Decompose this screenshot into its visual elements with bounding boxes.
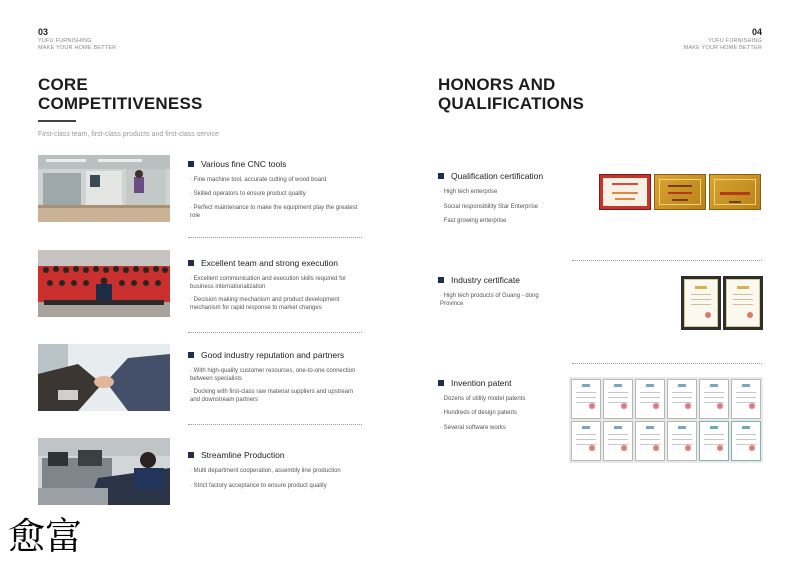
section-divider — [188, 237, 362, 238]
handshake-photo — [38, 344, 170, 411]
cnc-factory-photo — [38, 155, 170, 222]
page-number: 04 — [751, 27, 762, 37]
section-heading-text: Good industry reputation and partners — [201, 350, 345, 360]
section-team-heading — [188, 258, 338, 268]
bullet-item: · Perfect maintenance to make the equipment play the greatest role — [190, 205, 360, 220]
section-heading-text: Various fine CNC tools — [201, 159, 287, 169]
honor-certificate-gold — [709, 174, 761, 210]
patent-certificates-grid — [569, 377, 763, 463]
page-number: 03 — [38, 27, 49, 37]
patent-certificate — [635, 421, 665, 461]
industry-certificate-frame — [681, 276, 721, 330]
section-heading-text: Industry certificate — [451, 275, 520, 285]
bullet-item: · Multi department cooperation, assembly line production — [190, 468, 360, 476]
section-marker-icon — [188, 161, 194, 167]
section-marker-icon — [188, 352, 194, 358]
section-cnc-tools-heading — [188, 159, 286, 169]
patent-certificate — [667, 379, 697, 419]
section-heading-text: Streamline Production — [201, 450, 285, 460]
patent-certificate — [635, 379, 665, 419]
company-logo-text: 愈富 — [8, 515, 82, 558]
brand-slogan: MAKE YOUR HOME BETTER — [683, 45, 762, 51]
section-divider — [188, 424, 362, 425]
bullet-item: · Docking with first-class raw material suppliers and upstream and downstream partners — [190, 389, 360, 404]
bullet-item: · Fast growing enterprise — [440, 218, 560, 226]
section-divider — [188, 332, 362, 333]
section-marker-icon — [438, 277, 444, 283]
page-title — [38, 75, 278, 113]
page-title-line-1: CORE — [38, 75, 88, 94]
honor-certificate-gold — [654, 174, 706, 210]
patent-certificate — [699, 421, 729, 461]
section-marker-icon — [438, 380, 444, 386]
section-streamline-heading — [188, 450, 285, 460]
section-reputation-heading — [188, 350, 344, 360]
patent-certificate — [667, 421, 697, 461]
page-title-line-2: COMPETITIVENESS — [38, 94, 203, 113]
patent-certificate — [603, 379, 633, 419]
section-patent-heading — [438, 378, 512, 388]
patent-certificate — [571, 421, 601, 461]
industry-certificate-frame — [723, 276, 763, 330]
section-qualification-heading — [438, 171, 543, 181]
patent-certificate — [699, 379, 729, 419]
section-marker-icon — [188, 260, 194, 266]
bullet-item: · High tech enterprise — [440, 189, 560, 197]
bullet-item: · Fine machine tool, accurate cutting of wood board — [190, 177, 360, 185]
patent-certificate — [571, 379, 601, 419]
bullet-item: · Excellent communication and execution skills required for business internationalization — [190, 276, 360, 291]
page-title — [438, 75, 678, 113]
bullet-item: · Social responsibility Star Enterprise — [440, 204, 560, 212]
bullet-item: · Skilled operators to ensure product quality — [190, 191, 360, 199]
bullet-item: · Several software works — [440, 425, 560, 433]
section-heading-text: Excellent team and strong execution — [201, 258, 339, 268]
section-industry-heading — [438, 275, 520, 285]
brand-name: YUFU FURNISHING — [708, 38, 762, 44]
page-title-line-2: QUALIFICATIONS — [438, 94, 585, 113]
page-title-line-1: HONORS AND — [438, 75, 556, 94]
brand-slogan: MAKE YOUR HOME BETTER — [38, 45, 117, 51]
title-underline — [38, 120, 76, 122]
team-photo — [38, 250, 170, 317]
bullet-item: · With high-quality customer resources, one-to-one connection between specialists — [190, 368, 360, 383]
section-divider — [572, 260, 762, 261]
patent-certificate — [603, 421, 633, 461]
patent-certificate — [731, 421, 761, 461]
honor-certificate-red — [599, 174, 651, 210]
page-subtitle: First-class team, first-class products and first-class service — [38, 131, 219, 138]
brand-tagline — [684, 38, 762, 52]
production-line-photo — [38, 438, 170, 505]
bullet-item: · Hundreds of design patents — [440, 410, 560, 418]
section-heading-text: Qualification certification — [451, 171, 544, 181]
section-divider — [572, 363, 762, 364]
patent-certificate — [731, 379, 761, 419]
section-heading-text: Invention patent — [451, 378, 512, 388]
bullet-item: · Dozens of utility model patents — [440, 396, 560, 404]
brand-tagline — [38, 38, 116, 52]
section-marker-icon — [438, 173, 444, 179]
bullet-item: · High tech products of Guang - dong Province — [440, 293, 540, 308]
section-marker-icon — [188, 452, 194, 458]
bullet-item: · Decision making mechanism and product development mechanism for rapid response to market changes — [190, 297, 360, 312]
brand-name: YUFU FURNISHING — [38, 38, 92, 44]
bullet-item: · Strict factory acceptance to ensure product quality — [190, 483, 360, 491]
